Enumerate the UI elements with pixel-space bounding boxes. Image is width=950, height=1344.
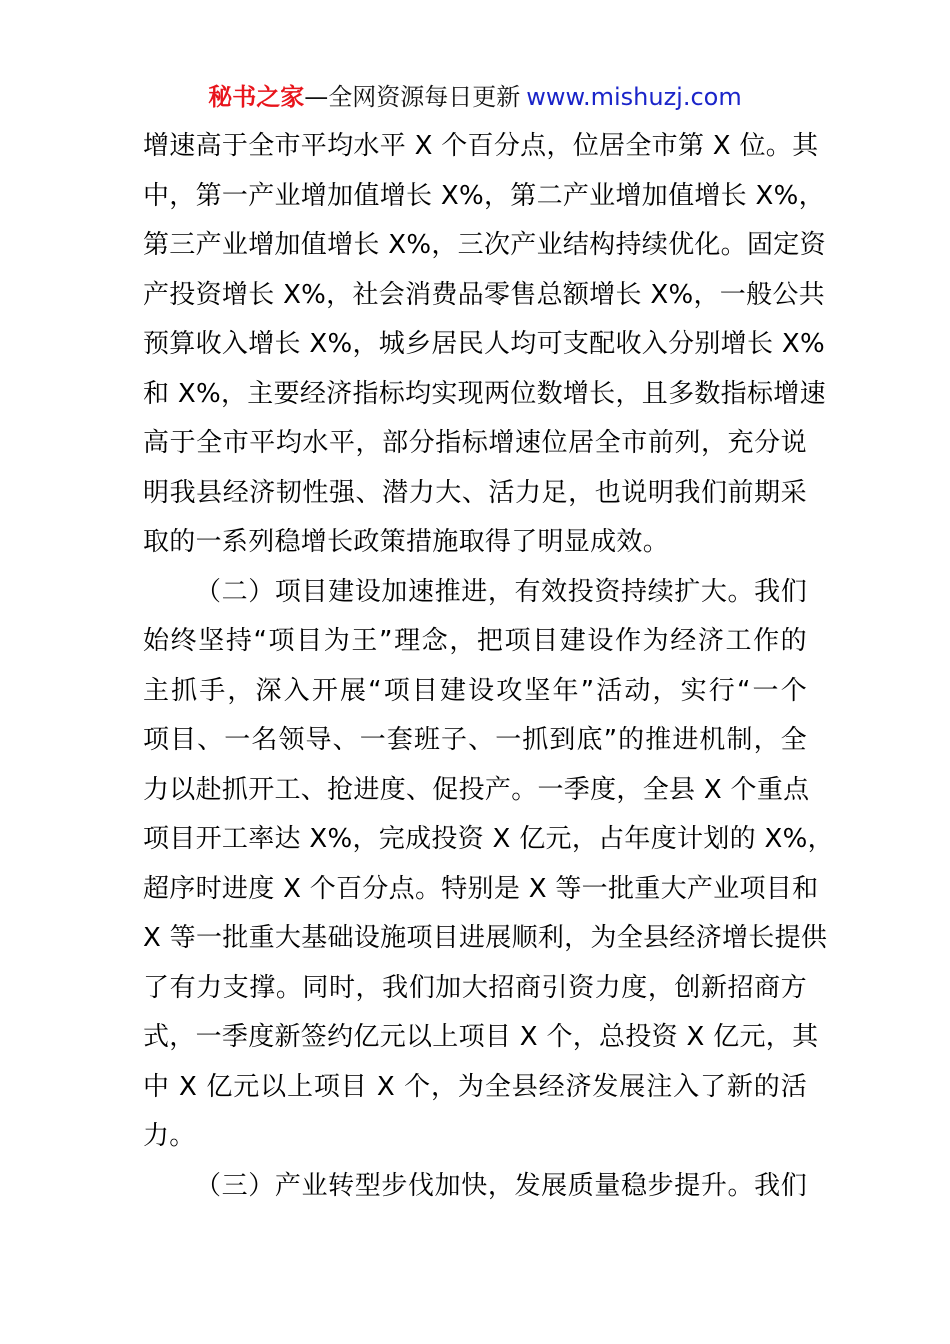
text-line: 始终坚持“项目为王”理念，把项目建设作为经济工作的 xyxy=(143,626,807,656)
document-body xyxy=(143,122,834,1211)
text-line: 了有力支撑。同时，我们加大招商引资力度，创新招商方 xyxy=(143,972,807,1003)
text-line: 力。 xyxy=(143,1121,196,1151)
text-line: X 等一批重大基础设施项目进展顺利，为全县经济增长提供 xyxy=(143,923,828,953)
text-line: 高于全市平均水平，部分指标增速位居全市前列，充分说 xyxy=(143,428,807,458)
section-heading-line: （三）产业转型步伐加快，发展质量稳步提升。我们 xyxy=(195,1170,807,1201)
text-line: 产投资增长 X%，社会消费品零售总额增长 X%，一般公共 xyxy=(143,279,825,310)
text-line: 明我县经济韧性强、潜力大、活力足，也说明我们前期采 xyxy=(143,477,807,508)
text-line: 主抓手，深入开展“项目建设攻坚年”活动，实行“一个 xyxy=(143,675,807,706)
text-line: 式，一季度新签约亿元以上项目 X 个，总投资 X 亿元，其 xyxy=(143,1022,819,1052)
site-url-link[interactable]: www.mishuzj.com xyxy=(526,83,742,111)
text-line: 预算收入增长 X%，城乡居民人均可支配收入分别增长 X% xyxy=(143,329,825,359)
text-line: 项目开工率达 X%，完成投资 X 亿元，占年度计划的 X%， xyxy=(143,824,834,854)
text-line: 超序时进度 X 个百分点。特别是 X 等一批重大产业项目和 xyxy=(143,873,819,904)
site-tagline: —全网资源每日更新 xyxy=(304,83,521,111)
text-line: 中，第一产业增加值增长 X%，第二产业增加值增长 X%， xyxy=(143,180,825,211)
text-line: 增速高于全市平均水平 X 个百分点，位居全市第 X 位。其 xyxy=(143,131,819,161)
text-line: 和 X%，主要经济指标均实现两位数增长，且多数指标增速 xyxy=(143,378,826,409)
text-line: 取的一系列稳增长政策措施取得了明显成效。 xyxy=(143,527,670,557)
text-line: 项目、一名领导、一套班子、一抓到底”的推进机制，全 xyxy=(143,725,807,755)
text-line: 中 X 亿元以上项目 X 个，为全县经济发展注入了新的活 xyxy=(143,1071,807,1102)
page-header xyxy=(0,80,950,114)
section-heading-line: （二）项目建设加速推进，有效投资持续扩大。我们 xyxy=(195,576,807,607)
text-line: 第三产业增加值增长 X%，三次产业结构持续优化。固定资 xyxy=(143,230,826,260)
text-line: 力以赴抓开工、抢进度、促投产。一季度，全县 X 个重点 xyxy=(143,774,810,805)
site-brand: 秘书之家 xyxy=(208,83,305,111)
